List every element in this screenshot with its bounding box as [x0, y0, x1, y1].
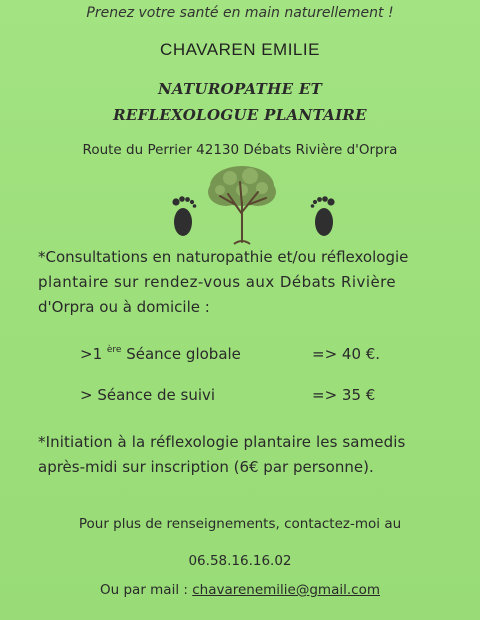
consultations-line-3: d'Orpra ou à domicile :: [38, 298, 210, 316]
address: Route du Perrier 42130 Débats Rivière d'Orpra: [82, 142, 398, 158]
contact-intro: Pour plus de renseignements, contactez-moi au: [78, 516, 402, 532]
left-footprint-icon: [165, 192, 201, 242]
email-line: [0, 582, 480, 598]
consultations-line-2: plantaire sur rendez-vous aux Débats Rivière: [38, 273, 397, 291]
price-label-suivi: > Séance de suivi: [80, 386, 216, 404]
practitioner-name: CHAVAREN EMILIE: [160, 40, 320, 59]
price-value-global: => 40 €.: [312, 345, 381, 363]
profession-line-2: REFLEXOLOGUE PLANTAIRE: [113, 106, 367, 124]
tree-icon: [200, 162, 284, 250]
tagline: Prenez votre santé en main naturellement !: [86, 5, 394, 21]
email-link[interactable]: chavarenemilie@gmail.com: [192, 582, 380, 598]
initiation-line-1: *Initiation à la réflexologie plantaire les samedis: [38, 433, 406, 451]
initiation-line-2: après-midi sur inscription (6€ par personne).: [38, 458, 374, 476]
email-prefix: Ou par mail :: [100, 582, 193, 598]
price-label-global: >1 $^{ère}$ Séance globale: [80, 345, 241, 363]
consultations-line-1: *Consultations en naturopathie et/ou réflexologie: [38, 248, 409, 266]
profession-line-1: NATUROPATHE ET: [157, 80, 323, 98]
price-value-suivi: => 35 €: [312, 386, 376, 404]
right-footprint-icon: [306, 192, 342, 242]
phone-number: 06.58.16.16.02: [188, 553, 292, 569]
